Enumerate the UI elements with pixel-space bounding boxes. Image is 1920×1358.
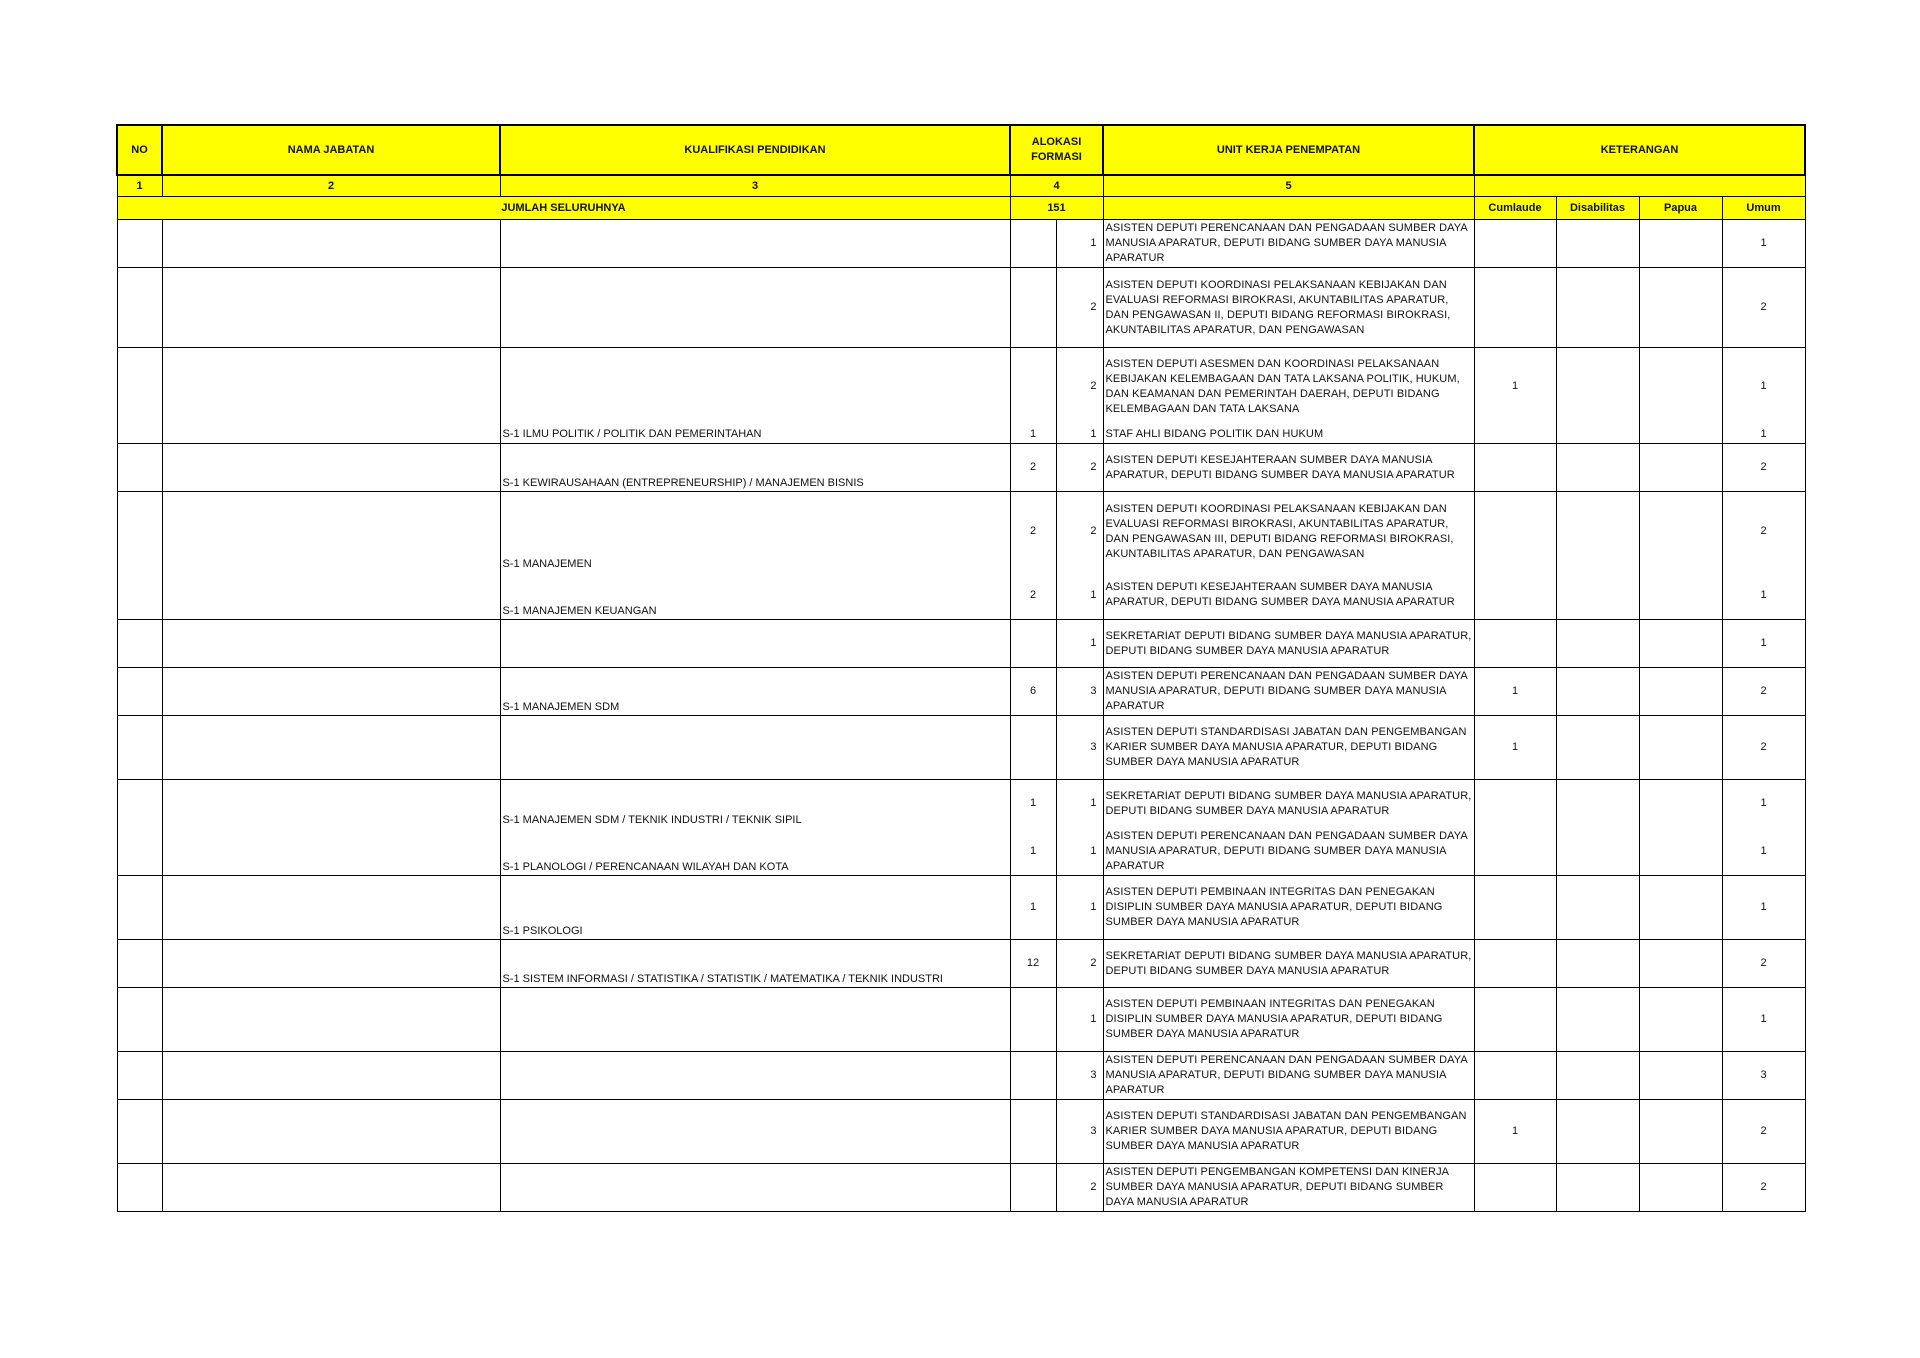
nama-jabatan-cell <box>162 1164 500 1212</box>
header-unit-kerja: UNIT KERJA PENEMPATAN <box>1103 125 1474 175</box>
alokasi-total-cell: 1 <box>1010 828 1056 876</box>
papua-cell <box>1639 268 1722 348</box>
cumlaude-cell <box>1474 988 1556 1052</box>
kualifikasi-cell: S-1 MANAJEMEN SDM / TEKNIK INDUSTRI / TEKNIK SIPIL <box>500 780 1010 828</box>
alokasi-cell: 3 <box>1056 668 1103 716</box>
col-number-3: 3 <box>500 175 1010 197</box>
papua-cell <box>1639 876 1722 940</box>
alokasi-cell: 2 <box>1056 492 1103 572</box>
kualifikasi-cell <box>500 716 1010 780</box>
disabilitas-cell <box>1556 572 1639 620</box>
unit-kerja-cell: ASISTEN DEPUTI KESEJAHTERAAN SUMBER DAYA MANUSIA APARATUR, DEPUTI BIDANG SUMBER DAYA MANUSIA APARATUR <box>1103 444 1474 492</box>
nama-jabatan-cell <box>162 988 500 1052</box>
cumlaude-cell <box>1474 1052 1556 1100</box>
umum-cell: 2 <box>1722 1100 1805 1164</box>
papua-cell <box>1639 1164 1722 1212</box>
alokasi-total-cell <box>1010 1052 1056 1100</box>
papua-cell <box>1639 828 1722 876</box>
alokasi-cell: 1 <box>1056 220 1103 268</box>
cumlaude-cell <box>1474 780 1556 828</box>
unit-kerja-cell: SEKRETARIAT DEPUTI BIDANG SUMBER DAYA MANUSIA APARATUR, DEPUTI BIDANG SUMBER DAYA MANUSIA APARATUR <box>1103 780 1474 828</box>
cumlaude-cell <box>1474 1164 1556 1212</box>
disabilitas-cell <box>1556 1100 1639 1164</box>
disabilitas-cell <box>1556 268 1639 348</box>
disabilitas-cell <box>1556 780 1639 828</box>
no-cell <box>117 668 162 716</box>
papua-cell <box>1639 988 1722 1052</box>
alokasi-total-cell: 1 <box>1010 426 1056 444</box>
unit-kerja-cell: ASISTEN DEPUTI PERENCANAAN DAN PENGADAAN SUMBER DAYA MANUSIA APARATUR, DEPUTI BIDANG SUMBER DAYA MANUSIA APARATUR <box>1103 1052 1474 1100</box>
nama-jabatan-cell <box>162 1052 500 1100</box>
formasi-table <box>116 124 1806 1212</box>
cumlaude-cell <box>1474 220 1556 268</box>
kualifikasi-cell: S-1 SISTEM INFORMASI / STATISTIKA / STATISTIK / MATEMATIKA / TEKNIK INDUSTRI <box>500 940 1010 988</box>
unit-kerja-cell: SEKRETARIAT DEPUTI BIDANG SUMBER DAYA MANUSIA APARATUR, DEPUTI BIDANG SUMBER DAYA MANUSIA APARATUR <box>1103 940 1474 988</box>
alokasi-total-cell <box>1010 348 1056 426</box>
disabilitas-cell <box>1556 668 1639 716</box>
umum-cell: 1 <box>1722 828 1805 876</box>
no-cell <box>117 876 162 940</box>
alokasi-total-cell: 1 <box>1010 780 1056 828</box>
disabilitas-cell <box>1556 426 1639 444</box>
alokasi-cell: 2 <box>1056 940 1103 988</box>
papua-cell <box>1639 492 1722 572</box>
no-cell <box>117 426 162 444</box>
kualifikasi-cell <box>500 1100 1010 1164</box>
header-keterangan: KETERANGAN <box>1474 125 1805 175</box>
label-papua: Papua <box>1639 197 1722 220</box>
disabilitas-cell <box>1556 620 1639 668</box>
no-cell <box>117 572 162 620</box>
disabilitas-cell <box>1556 1052 1639 1100</box>
unit-kerja-cell: ASISTEN DEPUTI PEMBINAAN INTEGRITAS DAN PENEGAKAN DISIPLIN SUMBER DAYA MANUSIA APARATUR, DEPUTI BIDANG SUMBER DAYA MANUSIA APARATUR <box>1103 988 1474 1052</box>
alokasi-cell: 3 <box>1056 716 1103 780</box>
papua-cell <box>1639 348 1722 426</box>
kualifikasi-cell: S-1 PSIKOLOGI <box>500 876 1010 940</box>
nama-jabatan-cell <box>162 620 500 668</box>
nama-jabatan-cell <box>162 716 500 780</box>
unit-kerja-cell: ASISTEN DEPUTI STANDARDISASI JABATAN DAN PENGEMBANGAN KARIER SUMBER DAYA MANUSIA APARATUR, DEPUTI BIDANG SUMBER DAYA MANUSIA APARATUR <box>1103 1100 1474 1164</box>
alokasi-total-cell: 1 <box>1010 876 1056 940</box>
disabilitas-cell <box>1556 716 1639 780</box>
kualifikasi-cell: S-1 MANAJEMEN <box>500 492 1010 572</box>
cumlaude-cell <box>1474 426 1556 444</box>
cumlaude-cell: 1 <box>1474 668 1556 716</box>
nama-jabatan-cell <box>162 780 500 828</box>
alokasi-total-cell: 2 <box>1010 444 1056 492</box>
alokasi-cell: 1 <box>1056 426 1103 444</box>
table-row <box>117 268 1805 348</box>
alokasi-cell: 3 <box>1056 1100 1103 1164</box>
kualifikasi-cell <box>500 1052 1010 1100</box>
table-row <box>117 668 1805 716</box>
nama-jabatan-cell <box>162 444 500 492</box>
nama-jabatan-cell <box>162 940 500 988</box>
alokasi-total-cell <box>1010 716 1056 780</box>
table-row <box>117 1164 1805 1212</box>
no-cell <box>117 940 162 988</box>
col-number-2: 2 <box>162 175 500 197</box>
alokasi-cell: 1 <box>1056 828 1103 876</box>
papua-cell <box>1639 572 1722 620</box>
total-unit-blank <box>1103 197 1474 220</box>
papua-cell <box>1639 716 1722 780</box>
header-no: NO <box>117 125 162 175</box>
unit-kerja-cell: ASISTEN DEPUTI PERENCANAAN DAN PENGADAAN SUMBER DAYA MANUSIA APARATUR, DEPUTI BIDANG SUMBER DAYA MANUSIA APARATUR <box>1103 828 1474 876</box>
umum-cell: 1 <box>1722 780 1805 828</box>
alokasi-total-cell: 2 <box>1010 572 1056 620</box>
no-cell <box>117 988 162 1052</box>
cumlaude-cell <box>1474 444 1556 492</box>
unit-kerja-cell: STAF AHLI BIDANG POLITIK DAN HUKUM <box>1103 426 1474 444</box>
no-cell <box>117 1100 162 1164</box>
alokasi-cell: 3 <box>1056 1052 1103 1100</box>
umum-cell: 2 <box>1722 444 1805 492</box>
umum-cell: 1 <box>1722 876 1805 940</box>
no-cell <box>117 1164 162 1212</box>
disabilitas-cell <box>1556 828 1639 876</box>
alokasi-cell: 1 <box>1056 780 1103 828</box>
total-value: 151 <box>1010 197 1103 220</box>
table-row <box>117 620 1805 668</box>
kualifikasi-cell <box>500 268 1010 348</box>
unit-kerja-cell: ASISTEN DEPUTI PENGEMBANGAN KOMPETENSI DAN KINERJA SUMBER DAYA MANUSIA APARATUR, DEPUTI BIDANG SUMBER DAYA MANUSIA APARATUR <box>1103 1164 1474 1212</box>
table-row <box>117 426 1805 444</box>
papua-cell <box>1639 940 1722 988</box>
umum-cell: 3 <box>1722 1052 1805 1100</box>
header-alokasi-formasi: ALOKASI FORMASI <box>1010 125 1103 175</box>
umum-cell: 1 <box>1722 426 1805 444</box>
no-cell <box>117 444 162 492</box>
papua-cell <box>1639 444 1722 492</box>
alokasi-cell: 1 <box>1056 876 1103 940</box>
umum-cell: 2 <box>1722 1164 1805 1212</box>
disabilitas-cell <box>1556 444 1639 492</box>
unit-kerja-cell: ASISTEN DEPUTI ASESMEN DAN KOORDINASI PELAKSANAAN KEBIJAKAN KELEMBAGAAN DAN TATA LAKSANA POLITIK, HUKUM, DAN KEAMANAN DAN PEMERINTAH DAERAH, DEPUTI BIDANG KELEMBAGAAN DAN TATA LAKSANA <box>1103 348 1474 426</box>
table-row <box>117 492 1805 572</box>
alokasi-cell: 2 <box>1056 1164 1103 1212</box>
no-cell <box>117 780 162 828</box>
col-number-1: 1 <box>117 175 162 197</box>
disabilitas-cell <box>1556 988 1639 1052</box>
umum-cell: 2 <box>1722 668 1805 716</box>
umum-cell: 1 <box>1722 988 1805 1052</box>
alokasi-total-cell <box>1010 1164 1056 1212</box>
kualifikasi-cell <box>500 220 1010 268</box>
umum-cell: 1 <box>1722 572 1805 620</box>
cumlaude-cell <box>1474 572 1556 620</box>
nama-jabatan-cell <box>162 572 500 620</box>
table-row <box>117 876 1805 940</box>
papua-cell <box>1639 426 1722 444</box>
no-cell <box>117 716 162 780</box>
cumlaude-cell <box>1474 828 1556 876</box>
alokasi-cell: 2 <box>1056 444 1103 492</box>
unit-kerja-cell: ASISTEN DEPUTI PERENCANAAN DAN PENGADAAN SUMBER DAYA MANUSIA APARATUR, DEPUTI BIDANG SUMBER DAYA MANUSIA APARATUR <box>1103 668 1474 716</box>
umum-cell: 2 <box>1722 716 1805 780</box>
table-row <box>117 716 1805 780</box>
no-cell <box>117 268 162 348</box>
cumlaude-cell: 1 <box>1474 348 1556 426</box>
alokasi-cell: 2 <box>1056 348 1103 426</box>
no-cell <box>117 620 162 668</box>
umum-cell: 2 <box>1722 268 1805 348</box>
unit-kerja-cell: ASISTEN DEPUTI PERENCANAAN DAN PENGADAAN SUMBER DAYA MANUSIA APARATUR, DEPUTI BIDANG SUMBER DAYA MANUSIA APARATUR <box>1103 220 1474 268</box>
nama-jabatan-cell <box>162 426 500 444</box>
data-rows <box>117 220 1805 1212</box>
cumlaude-cell: 1 <box>1474 716 1556 780</box>
cumlaude-cell <box>1474 492 1556 572</box>
col-number-6 <box>1474 175 1805 197</box>
papua-cell <box>1639 1100 1722 1164</box>
papua-cell <box>1639 780 1722 828</box>
nama-jabatan-cell <box>162 876 500 940</box>
no-cell <box>117 492 162 572</box>
table-row <box>117 444 1805 492</box>
disabilitas-cell <box>1556 348 1639 426</box>
no-cell <box>117 348 162 426</box>
table-row <box>117 348 1805 426</box>
alokasi-cell: 2 <box>1056 268 1103 348</box>
kualifikasi-cell: S-1 KEWIRAUSAHAAN (ENTREPRENEURSHIP) / MANAJEMEN BISNIS <box>500 444 1010 492</box>
table-row <box>117 828 1805 876</box>
alokasi-cell: 1 <box>1056 620 1103 668</box>
alokasi-total-cell <box>1010 620 1056 668</box>
nama-jabatan-cell <box>162 668 500 716</box>
table-row <box>117 1052 1805 1100</box>
umum-cell: 2 <box>1722 492 1805 572</box>
papua-cell <box>1639 620 1722 668</box>
cumlaude-cell: 1 <box>1474 1100 1556 1164</box>
unit-kerja-cell: ASISTEN DEPUTI STANDARDISASI JABATAN DAN PENGEMBANGAN KARIER SUMBER DAYA MANUSIA APARATUR, DEPUTI BIDANG SUMBER DAYA MANUSIA APARATUR <box>1103 716 1474 780</box>
nama-jabatan-cell <box>162 268 500 348</box>
cumlaude-cell <box>1474 268 1556 348</box>
no-cell <box>117 1052 162 1100</box>
unit-kerja-cell: ASISTEN DEPUTI KOORDINASI PELAKSANAAN KEBIJAKAN DAN EVALUASI REFORMASI BIROKRASI, AKUNTABILITAS APARATUR, DAN PENGAWASAN II, DEPUTI BIDANG REFORMASI BIROKRASI, AKUNTABILITAS APARATUR, DAN PENGAWASAN <box>1103 268 1474 348</box>
umum-cell: 2 <box>1722 940 1805 988</box>
kualifikasi-cell <box>500 988 1010 1052</box>
alokasi-cell: 1 <box>1056 988 1103 1052</box>
label-umum: Umum <box>1722 197 1805 220</box>
alokasi-total-cell <box>1010 988 1056 1052</box>
papua-cell <box>1639 1052 1722 1100</box>
nama-jabatan-cell <box>162 492 500 572</box>
disabilitas-cell <box>1556 492 1639 572</box>
alokasi-total-cell: 12 <box>1010 940 1056 988</box>
kualifikasi-cell <box>500 1164 1010 1212</box>
cumlaude-cell <box>1474 876 1556 940</box>
kualifikasi-cell: S-1 ILMU POLITIK / POLITIK DAN PEMERINTAHAN <box>500 426 1010 444</box>
disabilitas-cell <box>1556 876 1639 940</box>
unit-kerja-cell: SEKRETARIAT DEPUTI BIDANG SUMBER DAYA MANUSIA APARATUR, DEPUTI BIDANG SUMBER DAYA MANUSIA APARATUR <box>1103 620 1474 668</box>
alokasi-total-cell <box>1010 220 1056 268</box>
nama-jabatan-cell <box>162 348 500 426</box>
alokasi-total-cell <box>1010 268 1056 348</box>
col-number-4: 4 <box>1010 175 1103 197</box>
header-kualifikasi-pendidikan: KUALIFIKASI PENDIDIKAN <box>500 125 1010 175</box>
kualifikasi-cell: S-1 MANAJEMEN SDM <box>500 668 1010 716</box>
no-cell <box>117 828 162 876</box>
disabilitas-cell <box>1556 940 1639 988</box>
unit-kerja-cell: ASISTEN DEPUTI KESEJAHTERAAN SUMBER DAYA MANUSIA APARATUR, DEPUTI BIDANG SUMBER DAYA MANUSIA APARATUR <box>1103 572 1474 620</box>
table-row <box>117 1100 1805 1164</box>
cumlaude-cell <box>1474 620 1556 668</box>
alokasi-total-cell: 6 <box>1010 668 1056 716</box>
papua-cell <box>1639 220 1722 268</box>
nama-jabatan-cell <box>162 828 500 876</box>
label-disabilitas: Disabilitas <box>1556 197 1639 220</box>
umum-cell: 1 <box>1722 620 1805 668</box>
table-row <box>117 780 1805 828</box>
table-row <box>117 940 1805 988</box>
cumlaude-cell <box>1474 940 1556 988</box>
nama-jabatan-cell <box>162 1100 500 1164</box>
total-label: JUMLAH SELURUHNYA <box>117 197 1010 220</box>
disabilitas-cell <box>1556 220 1639 268</box>
kualifikasi-cell: S-1 PLANOLOGI / PERENCANAAN WILAYAH DAN KOTA <box>500 828 1010 876</box>
alokasi-total-cell: 2 <box>1010 492 1056 572</box>
umum-cell: 1 <box>1722 220 1805 268</box>
alokasi-cell: 1 <box>1056 572 1103 620</box>
label-cumlaude: Cumlaude <box>1474 197 1556 220</box>
kualifikasi-cell: S-1 MANAJEMEN KEUANGAN <box>500 572 1010 620</box>
header-nama-jabatan: NAMA JABATAN <box>162 125 500 175</box>
nama-jabatan-cell <box>162 220 500 268</box>
col-number-5: 5 <box>1103 175 1474 197</box>
unit-kerja-cell: ASISTEN DEPUTI KOORDINASI PELAKSANAAN KEBIJAKAN DAN EVALUASI REFORMASI BIROKRASI, AKUNTABILITAS APARATUR, DAN PENGAWASAN III, DEPUTI BIDANG REFORMASI BIROKRASI, AKUNTABILITAS APARATUR, DAN PENGAWASAN <box>1103 492 1474 572</box>
no-cell <box>117 220 162 268</box>
umum-cell: 1 <box>1722 348 1805 426</box>
kualifikasi-cell <box>500 620 1010 668</box>
papua-cell <box>1639 668 1722 716</box>
table-row <box>117 220 1805 268</box>
disabilitas-cell <box>1556 1164 1639 1212</box>
table-row <box>117 988 1805 1052</box>
kualifikasi-cell <box>500 348 1010 426</box>
alokasi-total-cell <box>1010 1100 1056 1164</box>
unit-kerja-cell: ASISTEN DEPUTI PEMBINAAN INTEGRITAS DAN PENEGAKAN DISIPLIN SUMBER DAYA MANUSIA APARATUR, DEPUTI BIDANG SUMBER DAYA MANUSIA APARATUR <box>1103 876 1474 940</box>
table-row <box>117 572 1805 620</box>
